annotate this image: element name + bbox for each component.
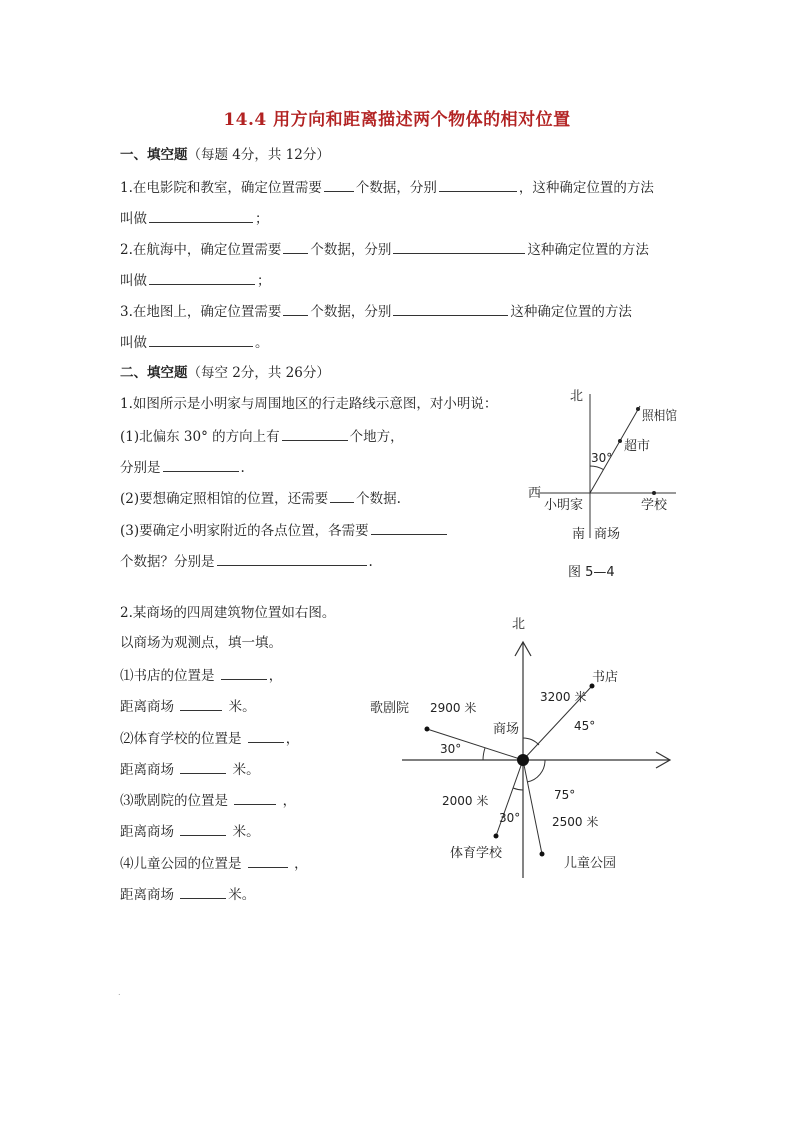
- p2-q3-text-c: 距离商场: [120, 824, 174, 840]
- question-1-2: [120, 239, 649, 259]
- problem-2-1-q1: [120, 426, 404, 446]
- problem-2-2-sub: 以商场为观测点，填一填。: [120, 635, 282, 651]
- park-ray: [523, 760, 542, 854]
- sports-distance: 2000 米: [442, 794, 489, 808]
- answer-blank[interactable]: [371, 520, 447, 535]
- p1-q3-text-a: (3)要确定小明家附近的各点位置，各需要: [120, 523, 369, 539]
- q1-text-d: 叫做: [120, 211, 147, 227]
- q1-text-a: 1.在电影院和教室，确定位置需要: [120, 180, 322, 196]
- problem-2-2-q4-cont: [120, 884, 255, 904]
- question-1-3: [120, 301, 632, 321]
- problem-2-2-intro: 2.某商场的四周建筑物位置如右图。: [120, 605, 336, 621]
- center-label: 商场: [493, 722, 520, 737]
- mall-direction-diagram: [360, 610, 680, 880]
- section1-heading: [120, 146, 330, 164]
- answer-blank[interactable]: [282, 426, 348, 441]
- supermarket-point: [618, 439, 622, 443]
- q3-text-c: 这种确定位置的方法: [510, 304, 632, 320]
- page-mark: .: [118, 988, 121, 997]
- p2-q3-text-d: 米。: [232, 824, 260, 840]
- supermarket-label: 超市: [624, 439, 651, 454]
- opera-distance: 2900 米: [430, 701, 477, 715]
- problem-2-1-q1-cont: [120, 457, 245, 477]
- problem-2-2-q2-cont: [120, 759, 260, 779]
- sports-label: 体育学校: [450, 846, 503, 861]
- answer-blank[interactable]: [149, 270, 255, 285]
- north-label: 北: [512, 617, 526, 632]
- school-point: [652, 491, 656, 495]
- route-diagram: [520, 380, 690, 580]
- problem-2-2-q1-cont: [120, 696, 256, 716]
- answer-blank[interactable]: [163, 457, 239, 472]
- p2-q2-text-b: ，: [285, 731, 300, 747]
- photo-studio-point: [636, 407, 640, 411]
- answer-blank[interactable]: [248, 728, 284, 743]
- opera-angle: 30°: [440, 742, 462, 756]
- p1-q1-text-d: .: [240, 460, 245, 476]
- opera-point: [425, 727, 430, 732]
- answer-blank[interactable]: [283, 239, 308, 254]
- answer-blank[interactable]: [393, 301, 508, 316]
- p2-q4-text-d: 米。: [228, 887, 256, 903]
- q3-text-e: 。: [255, 335, 269, 351]
- problem-2-1-intro: 1.如图所示是小明家与周围地区的行走路线示意图，对小明说：: [120, 396, 498, 412]
- question-1-1: [120, 177, 654, 197]
- angle-label: 30°: [591, 451, 613, 465]
- p2-q3-text-a: ⑶歌剧院的位置是: [120, 793, 228, 809]
- sports-angle: 30°: [499, 811, 521, 825]
- problem-2-1-q3-cont: [120, 551, 373, 571]
- q3-text-a: 3.在地图上，确定位置需要: [120, 304, 282, 320]
- home-label: 小明家: [544, 498, 584, 513]
- bookstore-angle-arc: [523, 738, 539, 745]
- problem-2-2-q2: [120, 728, 299, 748]
- answer-blank[interactable]: [180, 696, 222, 711]
- q2-text-e: ；: [257, 273, 271, 289]
- question-1-2-cont: [120, 270, 271, 290]
- answer-blank[interactable]: [217, 551, 367, 566]
- q1-text-b: 个数据，分别: [355, 180, 437, 196]
- p2-q2-text-d: 米。: [232, 762, 260, 778]
- p2-q4-text-c: 距离商场: [120, 887, 174, 903]
- p2-q1-text-c: 距离商场: [120, 699, 174, 715]
- page-title: 14.4 用方向和距离描述两个物体的相对位置: [223, 110, 571, 130]
- p1-q1-text-b: 个地方，: [349, 429, 404, 445]
- park-distance: 2500 米: [552, 815, 599, 829]
- q1-text-c: ，这种确定位置的方法: [518, 180, 654, 196]
- q3-text-b: 个数据，分别: [310, 304, 392, 320]
- figure-caption: 图 5—4: [568, 565, 615, 580]
- school-label: 学校: [641, 498, 668, 513]
- problem-2-2-q3-cont: [120, 821, 260, 841]
- answer-blank[interactable]: [234, 790, 276, 805]
- south-label: 南: [572, 527, 586, 542]
- answer-blank[interactable]: [180, 821, 226, 836]
- answer-blank[interactable]: [149, 208, 253, 223]
- answer-blank[interactable]: [439, 177, 517, 192]
- q2-text-b: 个数据，分别: [310, 242, 392, 258]
- answer-blank[interactable]: [149, 332, 253, 347]
- p2-q4-text-a: ⑷儿童公园的位置是: [120, 856, 242, 872]
- problem-2-2-q1: [120, 665, 282, 685]
- p1-q1-text-c: 分别是: [120, 460, 161, 476]
- q2-text-d: 叫做: [120, 273, 147, 289]
- bookstore-angle: 45°: [574, 719, 596, 733]
- section2-heading-text: 二、填空题: [120, 365, 188, 381]
- opera-label: 歌剧院: [370, 701, 410, 716]
- answer-blank[interactable]: [180, 759, 226, 774]
- q2-text-a: 2.在航海中，确定位置需要: [120, 242, 282, 258]
- section2-heading: [120, 364, 330, 382]
- p2-q1-text-d: 米。: [228, 699, 256, 715]
- question-1-1-cont: [120, 208, 269, 228]
- p1-q3-text-c: .: [368, 554, 373, 570]
- q1-text-e: ；: [255, 211, 269, 227]
- section1-note: （每题 4分，共 12分）: [187, 147, 330, 163]
- park-angle: 75°: [554, 788, 576, 802]
- problem-2-1-q3: [120, 520, 449, 540]
- park-point: [540, 852, 545, 857]
- north-label: 北: [570, 389, 584, 404]
- problem-2-2-q4: [120, 853, 308, 873]
- sports-point: [494, 834, 499, 839]
- answer-blank[interactable]: [324, 177, 354, 192]
- park-angle-arc: [527, 760, 545, 782]
- problem-2-2-q3: [120, 790, 296, 810]
- answer-blank[interactable]: [283, 301, 308, 316]
- section1-heading-text: 一、填空题: [120, 147, 188, 163]
- answer-blank[interactable]: [248, 853, 288, 868]
- p1-q2-text-b: 个数据.: [356, 491, 401, 507]
- p1-q2-text-a: (2)要想确定照相馆的位置，还需要: [120, 491, 329, 507]
- answer-blank[interactable]: [180, 884, 226, 899]
- q3-text-d: 叫做: [120, 335, 147, 351]
- answer-blank[interactable]: [393, 239, 525, 254]
- photo-label: 照相馆: [642, 409, 682, 424]
- answer-blank[interactable]: [330, 488, 354, 503]
- opera-angle-arc: [483, 748, 485, 760]
- p2-q1-text-b: ，: [268, 668, 283, 684]
- mall-label: 商场: [594, 527, 621, 542]
- q2-text-c: 这种确定位置的方法: [527, 242, 649, 258]
- bookstore-distance: 3200 米: [540, 690, 587, 704]
- p2-q3-text-b: ，: [282, 793, 297, 809]
- section2-note: （每空 2分，共 26分）: [187, 365, 330, 381]
- question-1-3-cont: [120, 332, 269, 352]
- p2-q4-text-b: ，: [294, 856, 308, 872]
- p1-q1-text-a: (1)北偏东 30° 的方向上有: [120, 429, 280, 445]
- p1-q3-text-b: 个数据？分别是: [120, 554, 215, 570]
- p2-q2-text-a: ⑵体育学校的位置是: [120, 731, 242, 747]
- problem-2-1-q2: [120, 488, 401, 508]
- west-label: 西: [528, 486, 542, 501]
- angle-arc: [590, 466, 604, 470]
- sports-angle-arc: [513, 788, 523, 790]
- answer-blank[interactable]: [221, 665, 267, 680]
- mall-center-point: [517, 754, 529, 766]
- park-label: 儿童公园: [564, 856, 617, 871]
- p2-q1-text-a: ⑴书店的位置是: [120, 668, 215, 684]
- bookstore-label: 书店: [592, 670, 619, 685]
- p2-q2-text-c: 距离商场: [120, 762, 174, 778]
